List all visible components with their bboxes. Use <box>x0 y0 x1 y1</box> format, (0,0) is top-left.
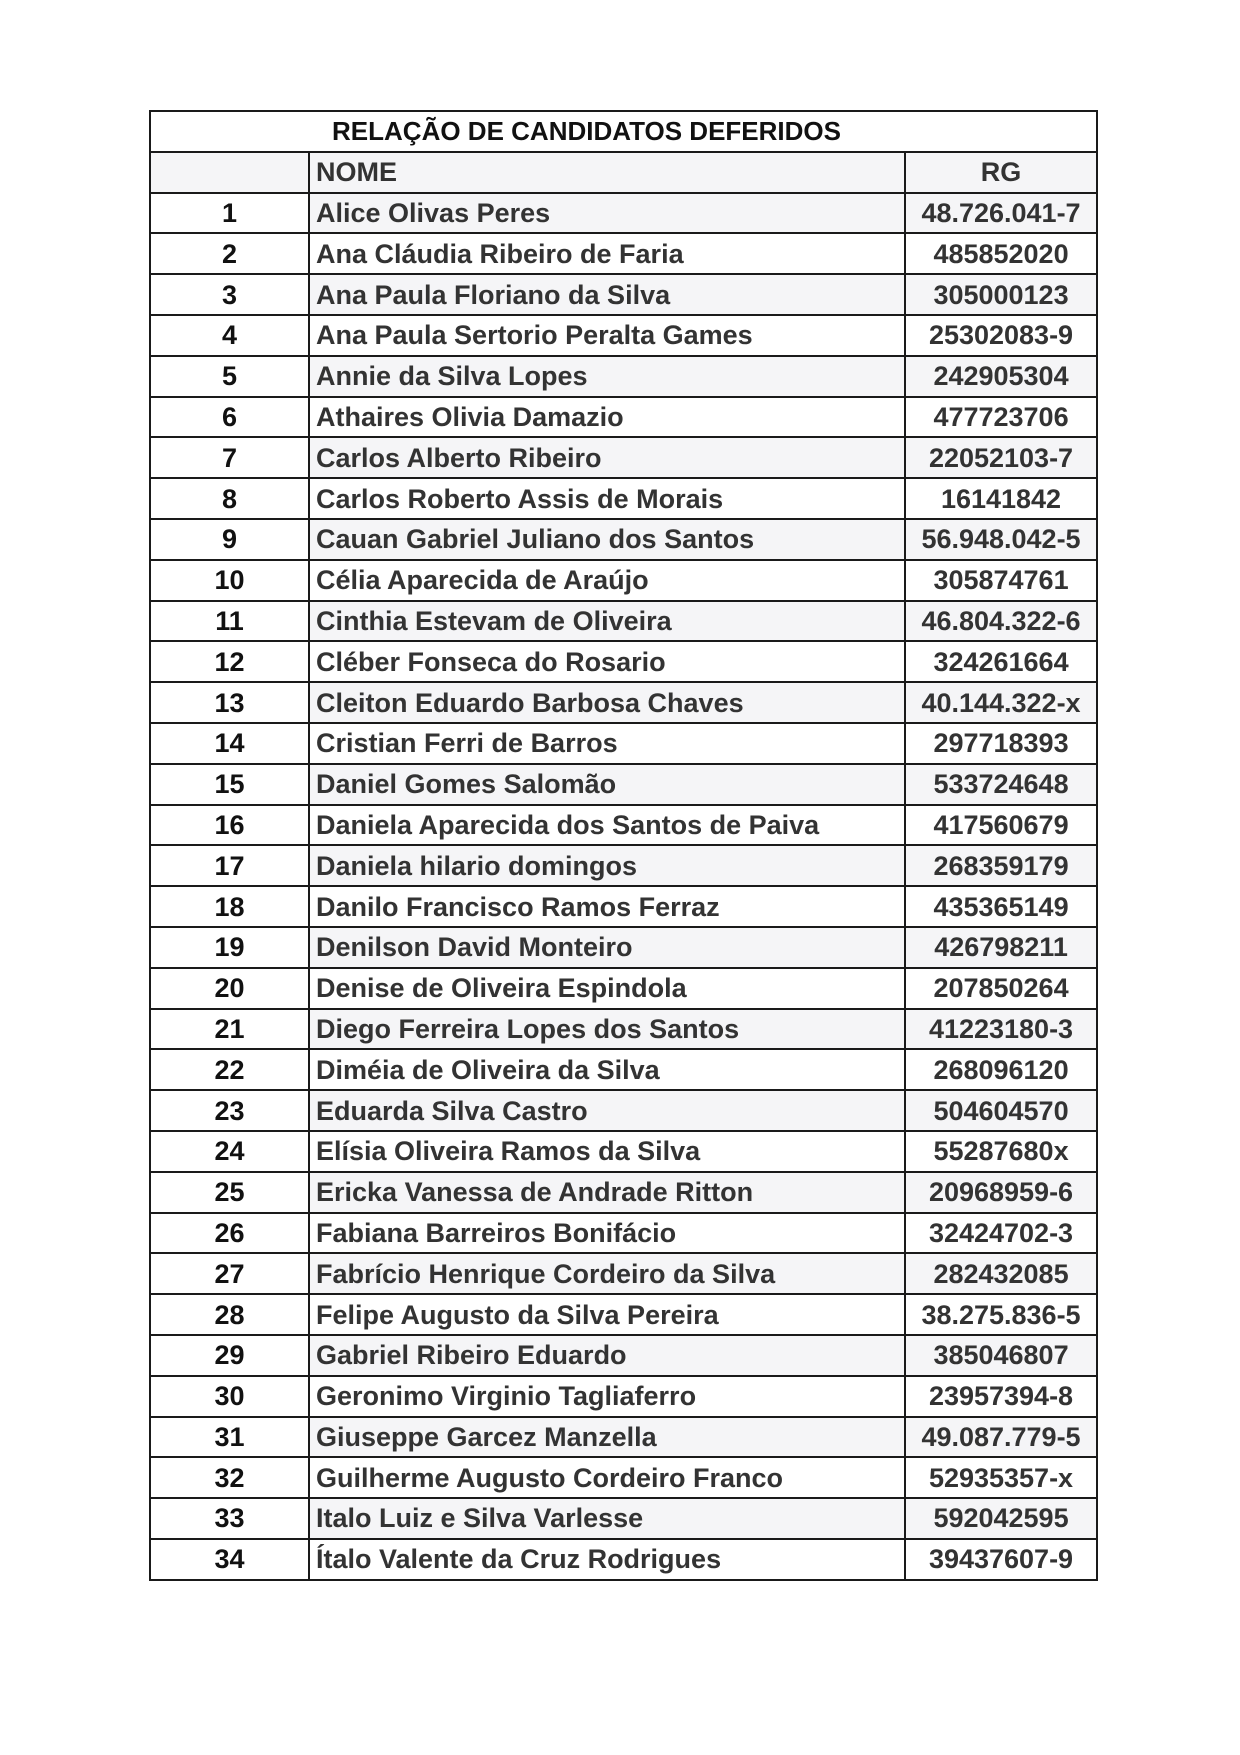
candidate-rg: 385046807 <box>905 1335 1097 1376</box>
row-number: 8 <box>150 478 309 519</box>
candidate-rg: 324261664 <box>905 641 1097 682</box>
row-number: 20 <box>150 968 309 1009</box>
candidate-name: Alice Olivas Peres <box>309 193 905 234</box>
header-rg: RG <box>905 152 1097 193</box>
table-row <box>150 682 1097 723</box>
table-row <box>150 845 1097 886</box>
table-row <box>150 437 1097 478</box>
row-number: 4 <box>150 315 309 356</box>
candidate-name: Daniela hilario domingos <box>309 845 905 886</box>
table-row <box>150 560 1097 601</box>
table-row <box>150 315 1097 356</box>
row-number: 25 <box>150 1172 309 1213</box>
table-row <box>150 1376 1097 1417</box>
row-number: 14 <box>150 723 309 764</box>
row-number: 26 <box>150 1213 309 1254</box>
candidate-name: Giuseppe Garcez Manzella <box>309 1417 905 1458</box>
table-row <box>150 1294 1097 1335</box>
table-row <box>150 1009 1097 1050</box>
candidate-name: Fabiana Barreiros Bonifácio <box>309 1213 905 1254</box>
candidate-name: Fabrício Henrique Cordeiro da Silva <box>309 1253 905 1294</box>
candidate-name: Cléber Fonseca do Rosario <box>309 641 905 682</box>
table-row <box>150 1213 1097 1254</box>
table-title-text: RELAÇÃO DE CANDIDATOS DEFERIDOS <box>332 116 841 147</box>
table-row <box>150 1049 1097 1090</box>
candidate-name: Célia Aparecida de Araújo <box>309 560 905 601</box>
header-number <box>150 152 309 193</box>
candidate-name: Daniel Gomes Salomão <box>309 764 905 805</box>
candidate-rg: 282432085 <box>905 1253 1097 1294</box>
candidate-rg: 485852020 <box>905 233 1097 274</box>
candidate-name: Felipe Augusto da Silva Pereira <box>309 1294 905 1335</box>
row-number: 33 <box>150 1498 309 1539</box>
row-number: 28 <box>150 1294 309 1335</box>
candidate-rg: 52935357-x <box>905 1457 1097 1498</box>
candidate-name: Cristian Ferri de Barros <box>309 723 905 764</box>
candidate-name: Denise de Oliveira Espindola <box>309 968 905 1009</box>
row-number: 10 <box>150 560 309 601</box>
candidate-name: Ericka Vanessa de Andrade Ritton <box>309 1172 905 1213</box>
candidate-name: Ana Paula Floriano da Silva <box>309 274 905 315</box>
table-row <box>150 1457 1097 1498</box>
candidate-name: Daniela Aparecida dos Santos de Paiva <box>309 805 905 846</box>
title-row <box>150 111 1097 152</box>
candidate-rg: 426798211 <box>905 927 1097 968</box>
candidate-rg: 40.144.322-x <box>905 682 1097 723</box>
candidate-name: Danilo Francisco Ramos Ferraz <box>309 886 905 927</box>
row-number: 22 <box>150 1049 309 1090</box>
candidate-rg: 268359179 <box>905 845 1097 886</box>
row-number: 2 <box>150 233 309 274</box>
candidate-rg: 268096120 <box>905 1049 1097 1090</box>
candidate-rg: 20968959-6 <box>905 1172 1097 1213</box>
candidate-rg: 49.087.779-5 <box>905 1417 1097 1458</box>
table-row <box>150 478 1097 519</box>
table-row <box>150 397 1097 438</box>
candidate-name: Geronimo Virginio Tagliaferro <box>309 1376 905 1417</box>
candidate-rg: 435365149 <box>905 886 1097 927</box>
candidate-rg: 477723706 <box>905 397 1097 438</box>
candidate-rg: 55287680x <box>905 1131 1097 1172</box>
row-number: 27 <box>150 1253 309 1294</box>
row-number: 6 <box>150 397 309 438</box>
candidate-rg: 39437607-9 <box>905 1539 1097 1580</box>
candidate-rg: 22052103-7 <box>905 437 1097 478</box>
candidates-body <box>150 193 1097 1580</box>
candidate-rg: 533724648 <box>905 764 1097 805</box>
table-title <box>150 111 1097 152</box>
candidate-name: Ítalo Valente da Cruz Rodrigues <box>309 1539 905 1580</box>
row-number: 15 <box>150 764 309 805</box>
candidate-name: Athaires Olivia Damazio <box>309 397 905 438</box>
candidate-rg: 504604570 <box>905 1090 1097 1131</box>
table-row <box>150 233 1097 274</box>
candidate-name: Carlos Alberto Ribeiro <box>309 437 905 478</box>
table-row <box>150 1539 1097 1580</box>
table-row <box>150 601 1097 642</box>
candidate-name: Gabriel Ribeiro Eduardo <box>309 1335 905 1376</box>
candidate-rg: 46.804.322-6 <box>905 601 1097 642</box>
row-number: 17 <box>150 845 309 886</box>
table-row <box>150 1335 1097 1376</box>
candidate-name: Eduarda Silva Castro <box>309 1090 905 1131</box>
candidates-table <box>149 110 1098 1581</box>
candidate-rg: 592042595 <box>905 1498 1097 1539</box>
candidate-rg: 305874761 <box>905 560 1097 601</box>
row-number: 11 <box>150 601 309 642</box>
table-row <box>150 723 1097 764</box>
document-page <box>149 110 1096 1638</box>
candidate-name: Italo Luiz e Silva Varlesse <box>309 1498 905 1539</box>
candidate-name: Annie da Silva Lopes <box>309 356 905 397</box>
candidate-rg: 207850264 <box>905 968 1097 1009</box>
table-row <box>150 1253 1097 1294</box>
candidate-name: Cauan Gabriel Juliano dos Santos <box>309 519 905 560</box>
header-row <box>150 152 1097 193</box>
row-number: 24 <box>150 1131 309 1172</box>
row-number: 12 <box>150 641 309 682</box>
candidate-rg: 32424702-3 <box>905 1213 1097 1254</box>
row-number: 19 <box>150 927 309 968</box>
table-row <box>150 519 1097 560</box>
table-row <box>150 1172 1097 1213</box>
table-row <box>150 886 1097 927</box>
row-number: 9 <box>150 519 309 560</box>
header-name: NOME <box>309 152 905 193</box>
row-number: 34 <box>150 1539 309 1580</box>
table-row <box>150 1417 1097 1458</box>
table-row <box>150 764 1097 805</box>
table-row <box>150 1090 1097 1131</box>
table-row <box>150 193 1097 234</box>
row-number: 16 <box>150 805 309 846</box>
row-number: 32 <box>150 1457 309 1498</box>
row-number: 13 <box>150 682 309 723</box>
candidate-rg: 25302083-9 <box>905 315 1097 356</box>
candidate-name: Diego Ferreira Lopes dos Santos <box>309 1009 905 1050</box>
candidate-name: Cleiton Eduardo Barbosa Chaves <box>309 682 905 723</box>
candidate-name: Denilson David Monteiro <box>309 927 905 968</box>
row-number: 30 <box>150 1376 309 1417</box>
row-number: 5 <box>150 356 309 397</box>
table-row <box>150 274 1097 315</box>
table-row <box>150 805 1097 846</box>
candidate-rg: 16141842 <box>905 478 1097 519</box>
row-number: 29 <box>150 1335 309 1376</box>
table-row <box>150 641 1097 682</box>
candidate-rg: 23957394-8 <box>905 1376 1097 1417</box>
row-number: 21 <box>150 1009 309 1050</box>
candidate-name: Cinthia Estevam de Oliveira <box>309 601 905 642</box>
candidate-rg: 305000123 <box>905 274 1097 315</box>
candidate-rg: 56.948.042-5 <box>905 519 1097 560</box>
table-row <box>150 356 1097 397</box>
candidate-name: Ana Cláudia Ribeiro de Faria <box>309 233 905 274</box>
row-number: 1 <box>150 193 309 234</box>
candidate-name: Diméia de Oliveira da Silva <box>309 1049 905 1090</box>
candidate-rg: 242905304 <box>905 356 1097 397</box>
candidate-name: Ana Paula Sertorio Peralta Games <box>309 315 905 356</box>
candidate-name: Carlos Roberto Assis de Morais <box>309 478 905 519</box>
candidate-name: Elísia Oliveira Ramos da Silva <box>309 1131 905 1172</box>
candidate-rg: 41223180-3 <box>905 1009 1097 1050</box>
table-row <box>150 968 1097 1009</box>
row-number: 18 <box>150 886 309 927</box>
table-row <box>150 1498 1097 1539</box>
row-number: 23 <box>150 1090 309 1131</box>
row-number: 7 <box>150 437 309 478</box>
candidate-rg: 417560679 <box>905 805 1097 846</box>
candidate-name: Guilherme Augusto Cordeiro Franco <box>309 1457 905 1498</box>
candidate-rg: 297718393 <box>905 723 1097 764</box>
table-row <box>150 927 1097 968</box>
row-number: 31 <box>150 1417 309 1458</box>
candidate-rg: 38.275.836-5 <box>905 1294 1097 1335</box>
row-number: 3 <box>150 274 309 315</box>
candidate-rg: 48.726.041-7 <box>905 193 1097 234</box>
table-row <box>150 1131 1097 1172</box>
